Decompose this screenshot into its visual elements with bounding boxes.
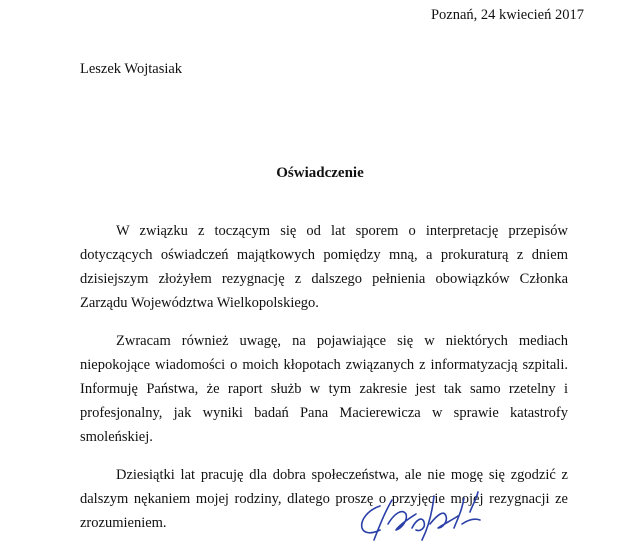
place-date: Poznań, 24 kwiecień 2017 — [430, 7, 584, 23]
letter-title: Oświadczenie — [276, 165, 364, 181]
paragraph-2: Zwracam również uwagę, na pojawiające się w niektórych mediach niepokojące wiadomości o moich kłopotach związanych z informatyzacją szpitali. Informuję Państwa, że raport służb w tym zakresie jest tak samo rzetelny i profesjonalny, jak wyniki badań Pana Macierewicza w sprawie katastrofy smoleńskiej. — [80, 333, 568, 445]
paragraph-3: Dziesiątki lat pracuję dla dobra społeczeństwa, ale nie mogę się zgodzić z dalszym nękaniem mojej rodziny, dlatego proszę o przyjęcie mojej rezygnacji ze zrozumieniem. — [80, 467, 568, 531]
author-name: Leszek Wojtasiak — [80, 61, 183, 77]
paragraph-1: W związku z toczącym się od lat sporem o interpretację przepisów dotyczących oświadczeń majątkowych pomiędzy mną, a prokuraturą z dniem dzisiejszym złożyłem rezygnację z dalszego pełnienia obowiązków Członka Zarządu Województwa Wielkopolskiego. — [80, 223, 568, 311]
handwritten-signature — [350, 484, 500, 546]
